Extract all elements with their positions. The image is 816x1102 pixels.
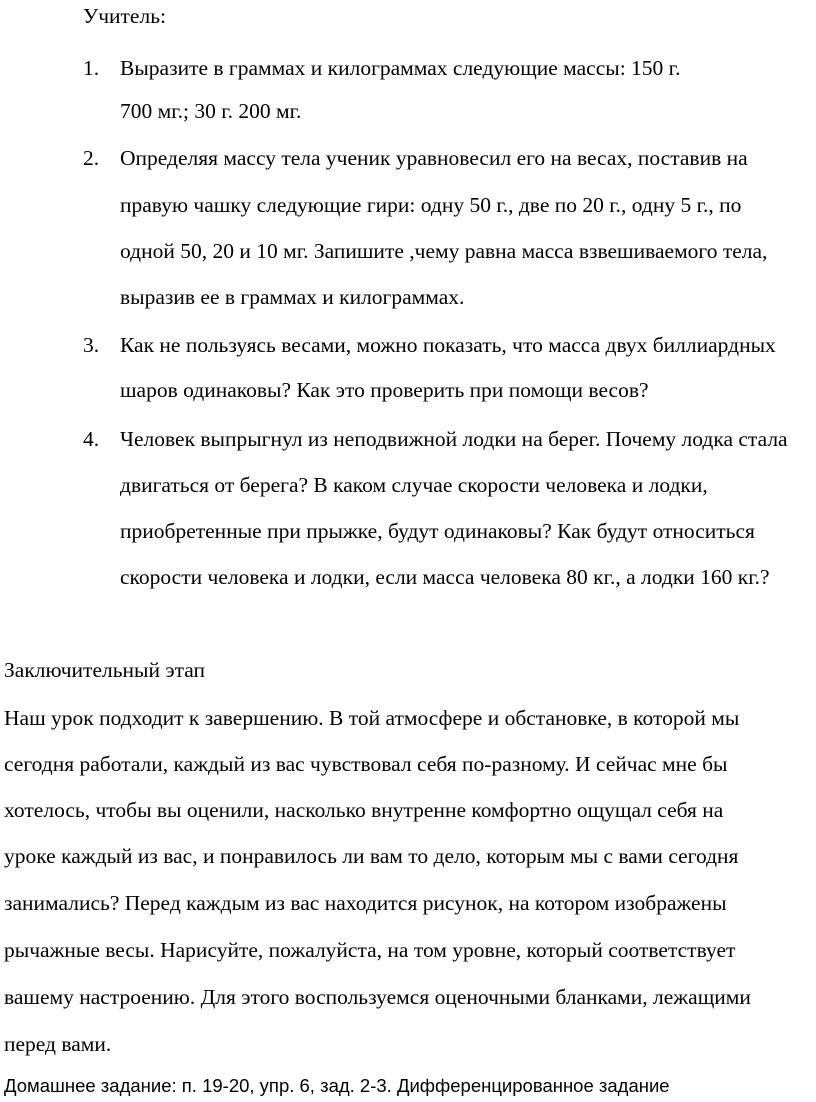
section-title: Заключительный этап [4, 658, 206, 682]
homework-line: Домашнее задание: п. 19-20, упр. 6, зад. 2-3. Дифференцированное задание [4, 1075, 670, 1096]
question-2-line-3: одной 50, 20 и 10 мг. Запишите ,чему равна масса взвешиваемого тела, [120, 239, 768, 263]
question-2-line-1: Определяя массу тела ученик уравновесил его на весах, поставив на [120, 146, 748, 170]
question-4-line-1: Человек выпрыгнул из неподвижной лодки на берег. Почему лодка стала [120, 427, 788, 451]
question-3-number: 3. [83, 333, 100, 357]
paragraph-line-3: хотелось, чтобы вы оценили, насколько внутренне комфортно ощущал себя на [4, 798, 724, 822]
question-4-line-4: скорости человека и лодки, если масса человека 80 кг., а лодки 160 кг.? [120, 565, 770, 589]
question-2-line-4: выразив ее в граммах и килограммах. [120, 285, 465, 309]
question-1-line-1: Выразите в граммах и килограммах следующие массы: 150 г. [120, 56, 681, 80]
question-1-line-2: 700 мг.; 30 г. 200 мг. [120, 99, 302, 123]
question-4-number: 4. [83, 427, 100, 451]
teacher-label: Учитель: [83, 4, 166, 28]
question-3-line-2: шаров одинаковы? Как это проверить при помощи весов? [120, 378, 649, 402]
question-2-line-2: правую чашку следующие гири: одну 50 г., две по 20 г., одну 5 г., по [120, 193, 742, 217]
paragraph-line-1: Наш урок подходит к завершению. В той атмосфере и обстановке, в которой мы [4, 706, 740, 730]
question-4-line-2: двигаться от берега? В каком случае скорости человека и лодки, [120, 473, 708, 497]
paragraph-line-2: сегодня работали, каждый из вас чувствовал себя по-разному. И сейчас мне бы [4, 752, 728, 776]
paragraph-line-7: вашему настроению. Для этого воспользуемся оценочными бланками, лежащими [4, 985, 751, 1009]
paragraph-line-6: рычажные весы. Нарисуйте, пожалуйста, на том уровне, который соответствует [4, 938, 736, 962]
question-1-number: 1. [83, 56, 100, 80]
paragraph-line-8: перед вами. [4, 1032, 112, 1056]
question-2-number: 2. [83, 146, 100, 170]
question-3-line-1: Как не пользуясь весами, можно показать, что масса двух биллиардных [120, 333, 776, 357]
paragraph-line-4: уроке каждый из вас, и понравилось ли вам то дело, которым мы с вами сегодня [4, 844, 739, 868]
paragraph-line-5: занимались? Перед каждым из вас находится рисунок, на котором изображены [4, 891, 727, 915]
question-4-line-3: приобретенные при прыжке, будут одинаковы? Как будут относиться [120, 519, 755, 543]
